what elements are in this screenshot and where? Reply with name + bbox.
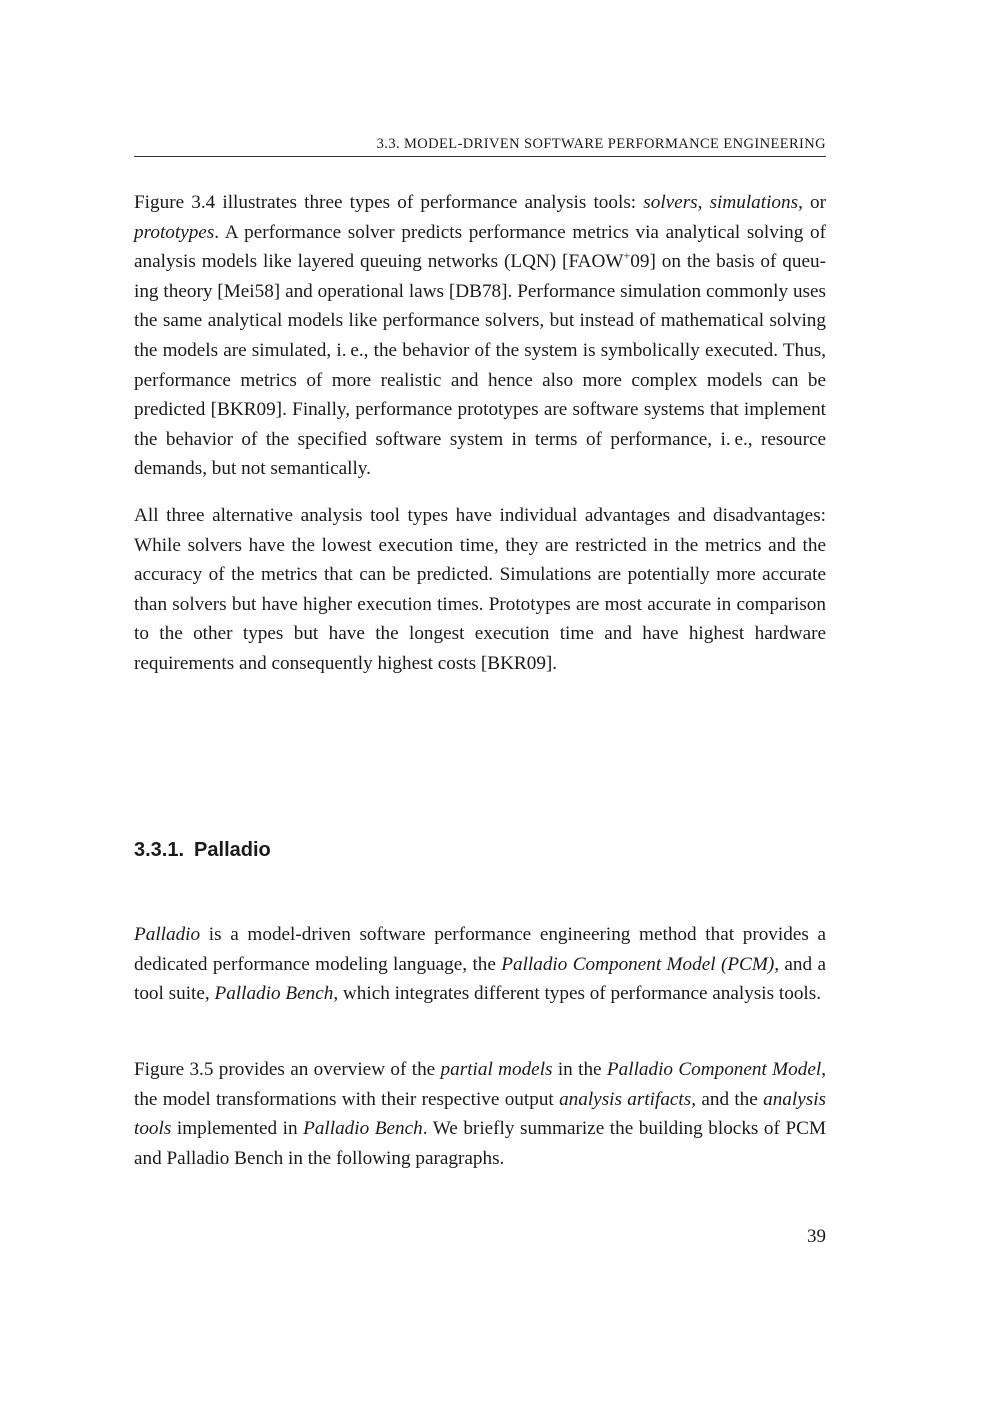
section-heading	[134, 839, 271, 862]
text-span: implemented in	[171, 1118, 304, 1140]
text-span: . A performance solver predicts performance metrics via analytical solving of analysis models like layered queuing networks (LQN) [FAOW	[134, 221, 826, 273]
text-span: Figure 3.5 provides an overview of the	[134, 1059, 441, 1080]
term-solvers: solvers	[643, 192, 698, 213]
term-palladio-component-model: Palladio Component Model	[606, 1059, 822, 1080]
text-span: , and a tool suite,	[134, 953, 826, 1005]
text-span: Figure 3.4 illustrates three types of performance analysis tools:	[134, 192, 644, 213]
paragraph-palladio-intro	[134, 920, 826, 1009]
term-partial-models: partial models	[440, 1059, 553, 1080]
citation-superscript: +	[623, 248, 631, 263]
text-span: , or	[798, 192, 827, 213]
term-simulations: simulations	[709, 192, 799, 213]
text-span: in the	[552, 1059, 607, 1080]
term-palladio-bench-2: Palladio Bench	[303, 1118, 423, 1140]
page-number: 39	[807, 1226, 826, 1247]
text-span: ,	[697, 192, 710, 213]
text-span: 09] on the basis of queuing theory [Mei58] and operational laws [DB78]. Performance simulation commonly uses the same analytical models like performance solvers, but instead of mathematical solving the models are simulated, i. e., the behavior of the system is symbolically executed. Thus, performance metrics of more realistic and hence also more complex models can be predicted [BKR09]. Finally, performance prototypes are software systems that implement the behavior of the specified software system in terms of performance, i. e., resource demands, but not semantically.	[134, 251, 826, 480]
running-header: 3.3. MODEL-DRIVEN SOFTWARE PERFORMANCE ENGINEERING	[134, 136, 826, 157]
section-number: 3.3.1.	[134, 839, 185, 861]
text-span: , the model transformations with their respective output	[134, 1059, 826, 1110]
term-pcm: Palladio Component Model (PCM)	[501, 953, 775, 975]
paragraph-advantages: All three alternative analysis tool types have individual advantages and disadvantages: While solvers have the lowest execution time, they are restricted in the metrics and the accuracy of the metrics that can be predicted. Simulations are potentially more accurate than solvers but have higher execution times. Prototypes are most accurate in comparison to the other types but have the longest execution time and have highest hardware requirements and consequently highest costs [BKR09].	[134, 505, 826, 674]
section-title: Palladio	[194, 839, 271, 861]
paragraph-analysis-tools	[134, 188, 826, 484]
term-analysis-artifacts: analysis artifacts	[559, 1088, 692, 1110]
text-span: is a model-driven software performance engineering method that provides a dedicated performance modeling language, the	[134, 924, 826, 975]
term-palladio-bench: Palladio Bench	[214, 983, 334, 1005]
text-span: , which integrates different types of performance analysis tools.	[333, 983, 822, 1005]
paragraph-figure-overview	[134, 1055, 826, 1173]
term-prototypes: prototypes	[134, 221, 215, 243]
term-analysis-tools: analysis tools	[134, 1088, 826, 1140]
text-span: . We briefly summarize the building blocks of PCM and Palladio Bench in the following paragraphs.	[134, 1118, 826, 1169]
text-span: , and the	[691, 1088, 764, 1110]
term-palladio: Palladio	[134, 924, 201, 945]
